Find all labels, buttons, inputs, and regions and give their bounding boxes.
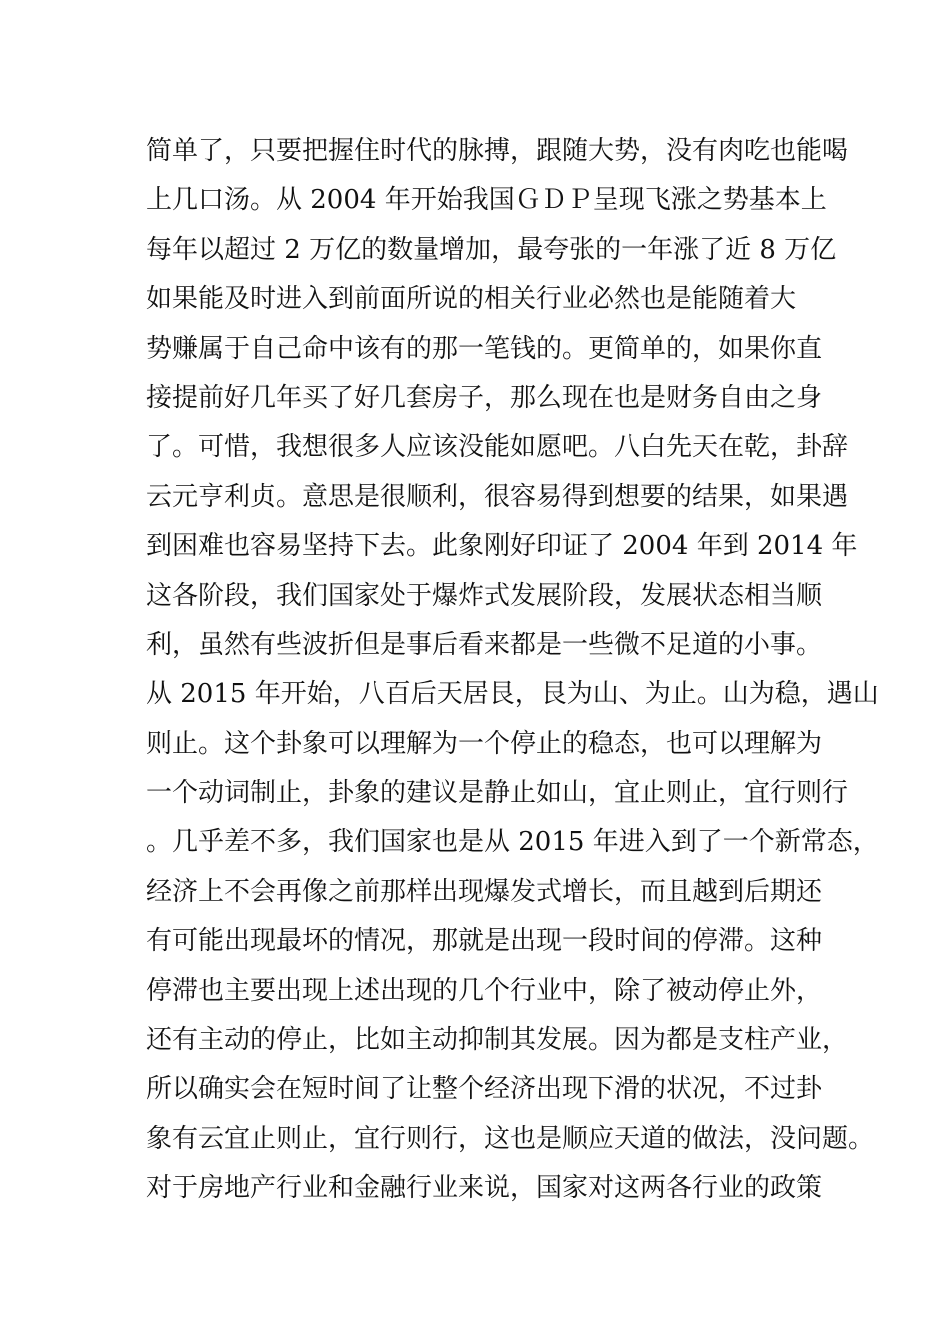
text-line: 上几口汤。从 2004 年开始我国ＧＤＰ呈现飞涨之势基本上	[146, 185, 827, 216]
body-text	[146, 127, 879, 1214]
text-line: 势赚属于自己命中该有的那一笔钱的。更简单的，如果你直	[146, 333, 823, 364]
text-line: 则止。这个卦象可以理解为一个停止的稳态，也可以理解为	[146, 728, 823, 759]
text-line: 了。可惜，我想很多人应该没能如愿吧。八白先天在乾，卦辞	[146, 432, 849, 463]
text-line: 有可能出现最坏的情况，那就是出现一段时间的停滞。这种	[146, 926, 823, 957]
text-line: 如果能及时进入到前面所说的相关行业必然也是能随着大	[146, 284, 797, 315]
text-line: 经济上不会再像之前那样出现爆发式增长，而且越到后期还	[146, 876, 823, 907]
text-line: 对于房地产行业和金融行业来说，国家对这两各行业的政策	[146, 1173, 823, 1204]
text-line: 从 2015 年开始，八百后天居艮，艮为山、为止。山为稳，遇山	[146, 679, 879, 710]
text-line: 云元亨利贞。意思是很顺利，很容易得到想要的结果，如果遇	[146, 481, 849, 512]
text-line: 象有云宜止则止，宜行则行，这也是顺应天道的做法，没问题。	[146, 1123, 875, 1154]
text-line: 一个动词制止，卦象的建议是静止如山，宜止则止，宜行则行	[146, 778, 849, 809]
text-line: 接提前好几年买了好几套房子，那么现在也是财务自由之身	[146, 382, 823, 413]
text-line: 这各阶段，我们国家处于爆炸式发展阶段，发展状态相当顺	[146, 580, 823, 611]
text-line: 简单了，只要把握住时代的脉搏，跟随大势，没有肉吃也能喝	[146, 136, 849, 166]
text-line: 所以确实会在短时间了让整个经济出现下滑的状况，不过卦	[146, 1074, 823, 1105]
text-line: 还有主动的停止，比如主动抑制其发展。因为都是支柱产业，	[146, 1025, 849, 1056]
text-line: 每年以超过 2 万亿的数量增加，最夸张的一年涨了近 8 万亿	[146, 234, 837, 265]
text-line: 到困难也容易坚持下去。此象刚好印证了 2004 年到 2014 年	[146, 531, 858, 562]
text-line: 利，虽然有些波折但是事后看来都是一些微不足道的小事。	[146, 629, 823, 660]
text-line: 。几乎差不多，我们国家也是从 2015 年进入到了一个新常态，	[146, 827, 879, 858]
text-line: 停滞也主要出现上述出现的几个行业中，除了被动停止外，	[146, 975, 823, 1006]
